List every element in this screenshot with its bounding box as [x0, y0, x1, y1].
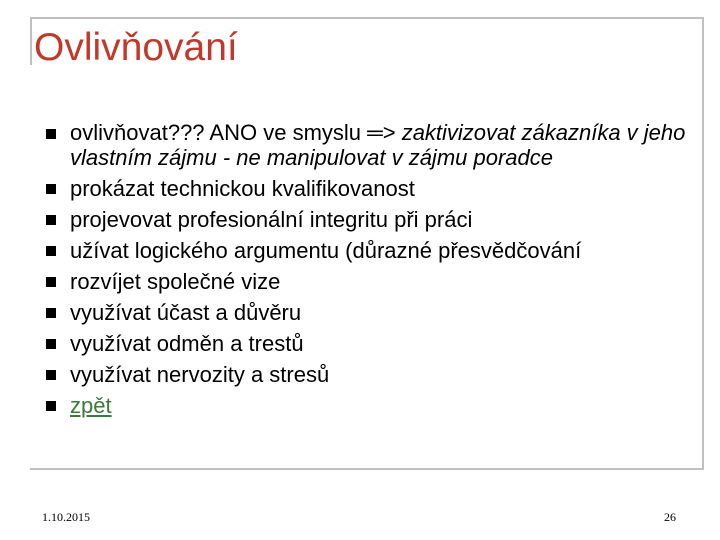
square-bullet-icon: [46, 401, 56, 411]
bullet-text: využívat účast a důvěru: [70, 300, 302, 325]
square-bullet-icon: [46, 184, 56, 194]
square-bullet-icon: [46, 339, 56, 349]
bullet-text: projevovat profesionální integritu při práci: [70, 207, 473, 232]
back-link[interactable]: zpět: [70, 393, 112, 418]
bullet-text: rozvíjet společné vize: [70, 269, 281, 294]
list-item: [46, 120, 696, 170]
bullet-text: užívat logického argumentu (důrazné přesvědčování: [70, 238, 582, 263]
frame-top-line: [30, 17, 704, 19]
list-item: [46, 173, 696, 204]
frame-bottom-line: [30, 468, 704, 470]
bullet-text: využívat nervozity a stresů: [70, 362, 330, 387]
slide-title: Ovlivňování: [34, 24, 242, 72]
square-bullet-icon: [46, 215, 56, 225]
list-item: [46, 266, 696, 297]
list-item: [46, 359, 696, 390]
list-item: [46, 235, 696, 266]
square-bullet-icon: [46, 308, 56, 318]
list-item: [46, 390, 696, 421]
frame-left-line: [30, 17, 32, 65]
square-bullet-icon: [46, 129, 56, 139]
frame-right-line: [702, 17, 704, 470]
list-item: [46, 204, 696, 235]
bullet-text-italic: zaktivizovat zákazníka v jeho vlastním zájmu - ne manipulovat v zájmu poradce: [70, 120, 686, 170]
footer-page-number: 26: [664, 510, 676, 524]
bullet-text: ovlivňovat??? ANO ve smyslu ═>: [70, 120, 402, 145]
list-item: [46, 328, 696, 359]
bullet-text: využívat odměn a trestů: [70, 331, 304, 356]
bullet-list: [46, 120, 696, 421]
square-bullet-icon: [46, 370, 56, 380]
list-item: [46, 297, 696, 328]
footer-date: 1.10.2015: [42, 510, 90, 524]
square-bullet-icon: [46, 246, 56, 256]
bullet-text: prokázat technickou kvalifikovanost: [70, 176, 415, 201]
square-bullet-icon: [46, 277, 56, 287]
